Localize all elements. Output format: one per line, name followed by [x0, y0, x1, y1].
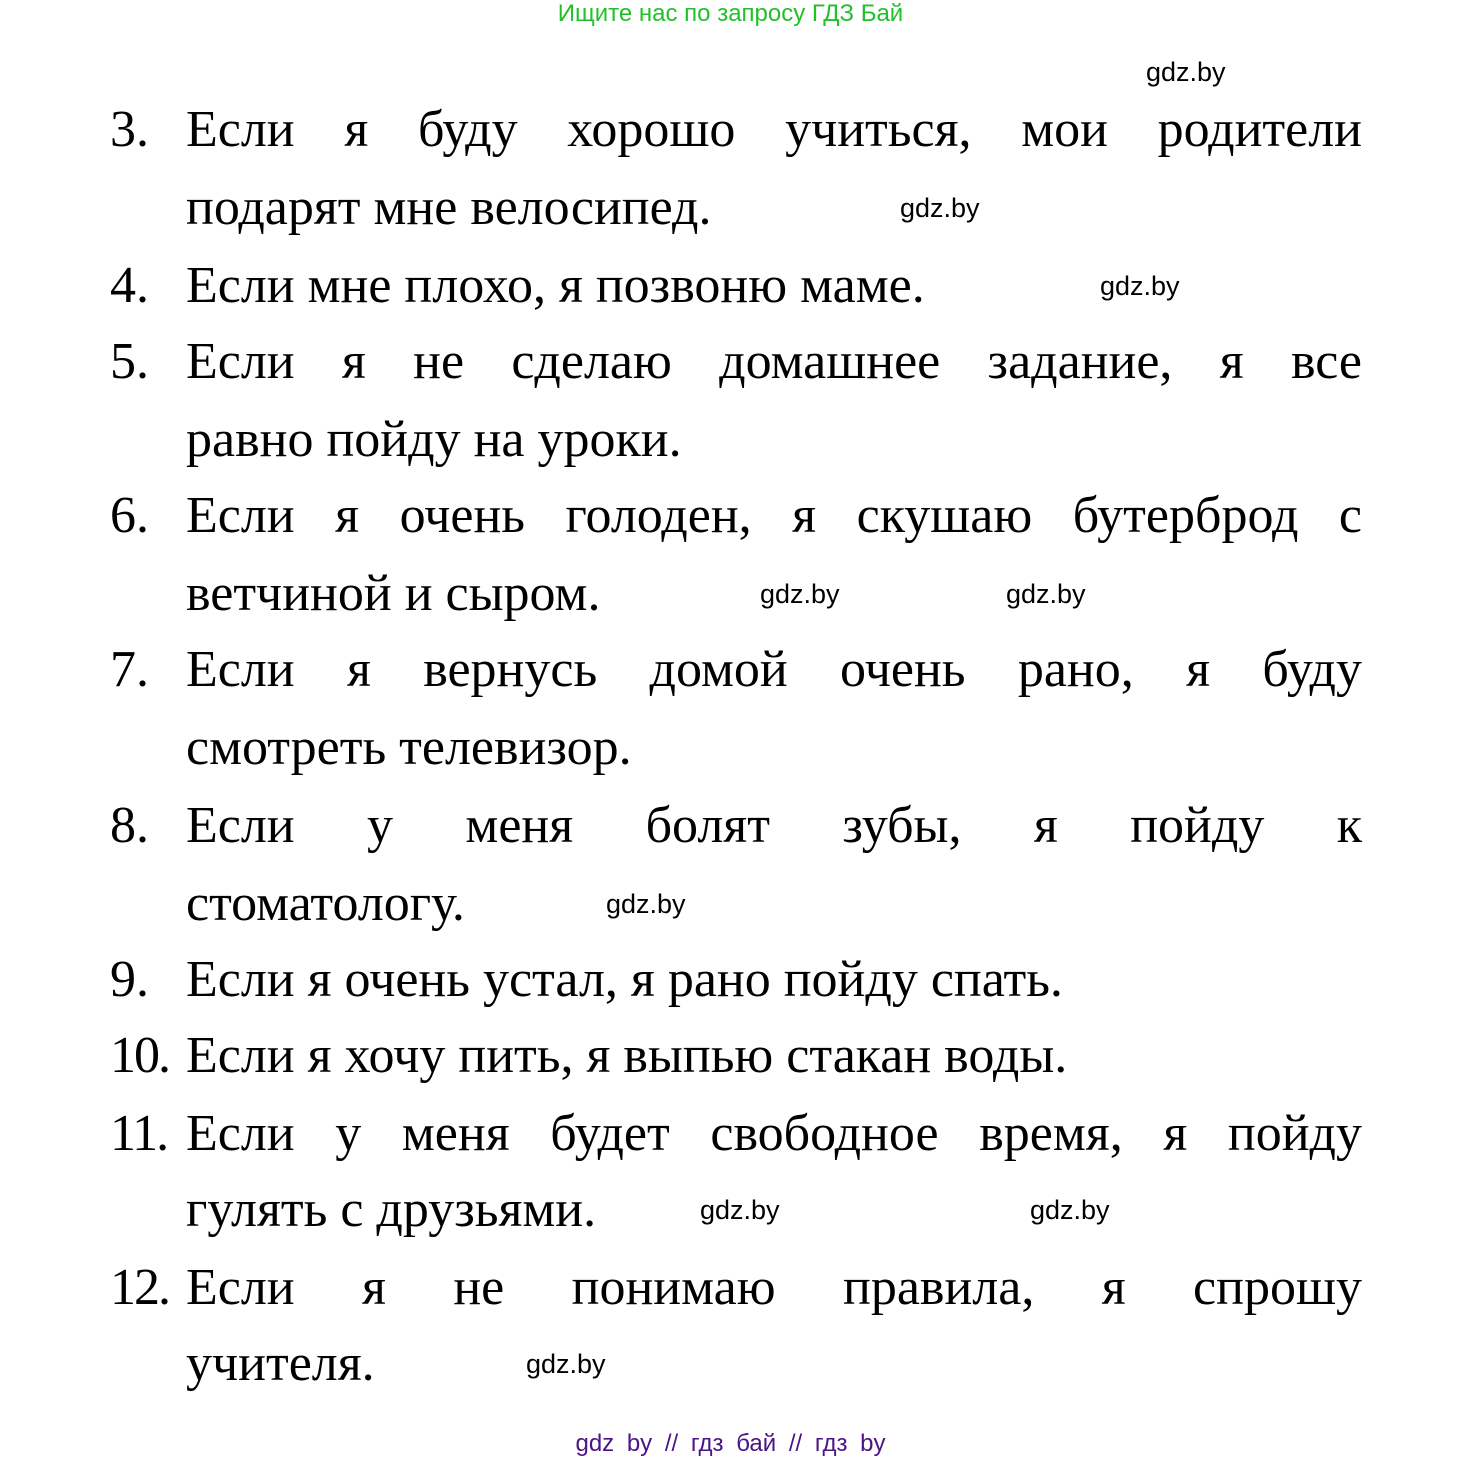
search-banner: Ищите нас по запросу ГДЗ Бай [557, 0, 904, 27]
item-number: 3. [110, 101, 149, 158]
item-text-line: Если у меня болят зубы, я пойду к [186, 797, 1362, 854]
item-text-line: гулять с друзьями. [186, 1181, 597, 1238]
item-text-line: равно пойду на уроки. [186, 411, 682, 468]
item-text-line: Если я вернусь домой очень рано, я буду [186, 641, 1362, 698]
watermark: gdz.by [900, 193, 980, 223]
item-number: 5. [110, 333, 149, 390]
item-number: 10. [110, 1027, 169, 1084]
watermark: gdz.by [606, 889, 686, 919]
item-number: 8. [110, 797, 149, 854]
item-number: 11. [110, 1105, 168, 1162]
item-text-line: Если я хочу пить, я выпью стакан воды. [186, 1027, 1068, 1084]
item-number: 4. [110, 257, 149, 314]
watermark: gdz.by [700, 1195, 780, 1225]
watermark: gdz.by [1006, 579, 1086, 609]
item-number: 6. [110, 487, 149, 544]
item-text-line: Если мне плохо, я позвоню маме. [186, 257, 925, 314]
watermark: gdz.by [760, 579, 840, 609]
item-text-line: Если я не сделаю домашнее задание, я все [186, 333, 1362, 390]
footer-links: gdz by // гдз бай // гдз by [575, 1430, 886, 1457]
item-text-line: учителя. [186, 1335, 375, 1392]
item-number: 7. [110, 641, 149, 698]
item-text-line: подарят мне велосипед. [186, 179, 712, 236]
item-number: 9. [110, 951, 149, 1008]
item-text-line: смотреть телевизор. [186, 719, 632, 776]
item-text-line: Если я не понимаю правила, я спрошу [186, 1259, 1362, 1316]
item-text-line: Если я очень устал, я рано пойду спать. [186, 951, 1063, 1008]
watermark: gdz.by [526, 1349, 606, 1379]
watermark: gdz.by [1146, 57, 1226, 87]
item-number: 12. [110, 1259, 169, 1316]
item-text-line: Если я очень голоден, я скушаю бутерброд с [186, 487, 1362, 544]
watermark: gdz.by [1030, 1195, 1110, 1225]
item-text-line: Если у меня будет свободное время, я пойду [186, 1105, 1362, 1162]
item-text-line: Если я буду хорошо учиться, мои родители [186, 101, 1362, 158]
item-text-line: стоматологу. [186, 875, 465, 932]
item-text-line: ветчиной и сыром. [186, 565, 601, 622]
watermark: gdz.by [1100, 271, 1180, 301]
